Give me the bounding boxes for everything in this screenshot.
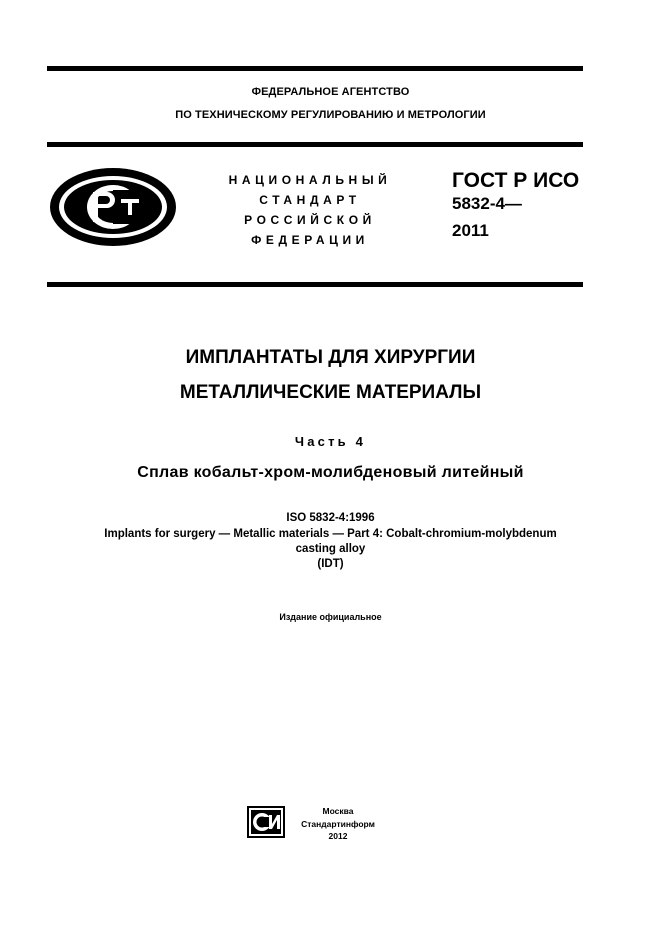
iso-title-line-2: casting alloy	[295, 543, 366, 555]
agency-line-2: ПО ТЕХНИЧЕСКОМУ РЕГУЛИРОВАНИЮ И МЕТРОЛОГИИ	[175, 109, 486, 121]
national-standard-line-1: НАЦИОНАЛЬНЫЙ	[228, 173, 392, 187]
standartinform-logo-icon	[247, 806, 285, 838]
identity-marker: (IDT)	[317, 558, 344, 570]
national-standard-line-2: СТАНДАРТ	[259, 193, 361, 207]
part-number: Часть 4	[294, 434, 367, 449]
standard-designation: ГОСТ Р ИСО	[452, 169, 580, 192]
agency-line-1: ФЕДЕРАЛЬНОЕ АГЕНТСТВО	[251, 86, 410, 98]
document-title-line-2: МЕТАЛЛИЧЕСКИЕ МАТЕРИАЛЫ	[179, 382, 482, 403]
iso-title-line-1: Implants for surgery — Metallic materials — Part 4: Cobalt-chromium-molybdenum	[104, 528, 557, 540]
standard-number: 5832-4—	[452, 194, 522, 213]
national-standard-line-4: ФЕДЕРАЦИИ	[251, 233, 369, 247]
iso-reference: ISO 5832-4:1996	[286, 512, 375, 524]
document-title-line-1: ИМПЛАНТАТЫ ДЛЯ ХИРУРГИИ	[185, 347, 476, 368]
title-rule	[47, 282, 583, 287]
publisher-name: Стандартинформ	[301, 819, 375, 829]
part-title: Сплав кобальт-хром-молибденовый литейный	[137, 464, 524, 481]
publication-year: 2012	[328, 831, 348, 841]
publisher-city: Москва	[322, 806, 354, 816]
header-rule	[47, 142, 583, 147]
edition-label: Издание официальное	[279, 612, 382, 622]
standard-year: 2011	[452, 221, 489, 240]
national-standard-line-3: РОССИЙСКОЙ	[244, 213, 376, 227]
top-rule	[47, 66, 583, 71]
gost-r-emblem-icon	[47, 165, 179, 249]
